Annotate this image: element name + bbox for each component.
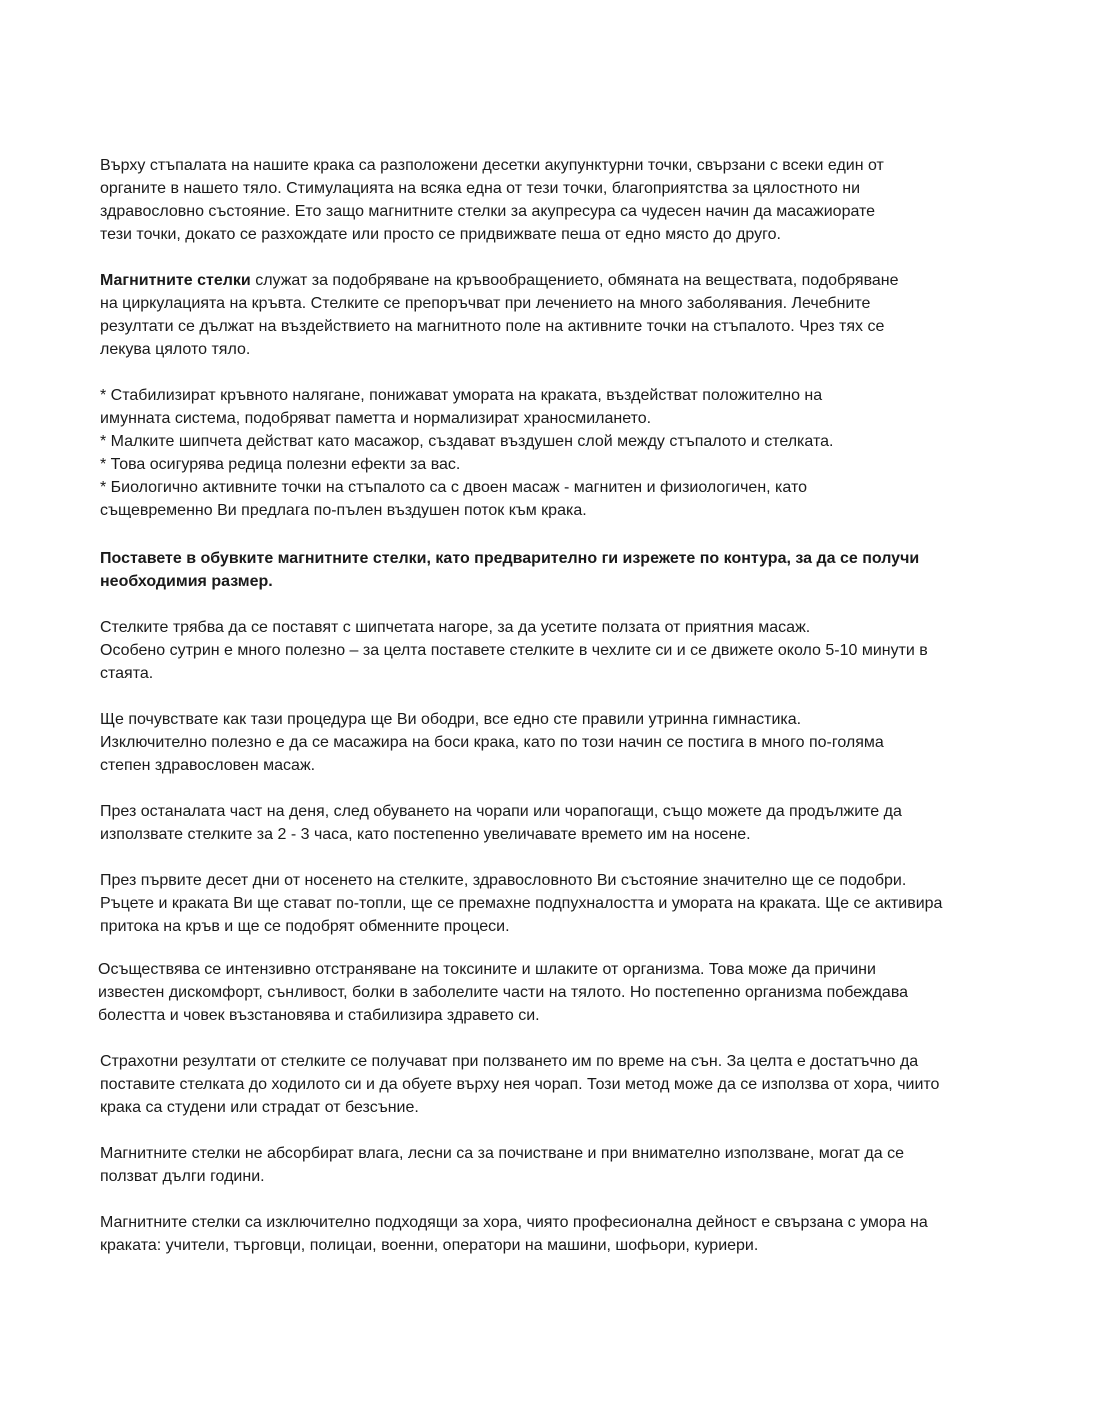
text-line: През първите десет дни от носенето на стелките, здравословното Ви състояние значително ще се подобри.	[100, 872, 907, 889]
paragraph-day-use	[100, 800, 1020, 846]
text-line: поставите стелката до ходилото си и да обуете върху нея чорап. Този метод може да се използва от хора, чиито	[100, 1076, 940, 1093]
text-line: здравословно състояние. Ето защо магнитните стелки за акупресура са чудесен начин да масажиорате	[100, 203, 876, 220]
paragraph-detox	[98, 958, 1018, 1027]
text-line: използвате стелките за 2 - 3 часа, като постепенно увеличавате времето им на носене.	[100, 826, 751, 843]
paragraph-sleep	[100, 1050, 1020, 1119]
text-line: Осъществява се интензивно отстраняване на токсините и шлаките от организма. Това може да причини	[98, 961, 876, 978]
text-line: болестта и човек възстановява и стабилизира здравето си.	[98, 1007, 540, 1024]
list-item: * Малките шипчета действат като масажор, създават въздушен слой между стъпалото и стелката.	[100, 433, 834, 450]
text-line: Магнитните стелки са изключително подходящи за хора, чиято професионална дейност е свързана с умора на	[100, 1214, 928, 1231]
bold-term: Магнитните стелки	[100, 272, 251, 289]
text-line: Магнитните стелки не абсорбират влага, лесни са за почистване и при внимателно използване, могат да се	[100, 1145, 904, 1162]
paragraph-professions	[100, 1211, 1020, 1257]
text-line: притока на кръв и ще се подобрят обменните процеси.	[100, 918, 510, 935]
instruction-heading	[100, 547, 1020, 593]
text-line: Ръцете и краката Ви ще стават по-топли, ще се премахне подпухналостта и умората на краката. Ще се активира	[100, 895, 943, 912]
text-line: крака са студени или страдат от безсъние.	[100, 1099, 419, 1116]
text-line: известен дискомфорт, сънливост, болки в заболелите части на тялото. Но постепенно организма побеждава	[98, 984, 909, 1001]
text-line	[100, 269, 1020, 292]
list-item: * Това осигурява редица полезни ефекти за вас.	[100, 456, 461, 473]
text-line: лекува цялото тяло.	[100, 341, 251, 358]
paragraph-placement	[100, 616, 1020, 685]
list-item: * Биологично активните точки на стъпалото са с двоен масаж - магнитен и физиологичен, като	[100, 479, 807, 496]
text-line: органите в нашето тяло. Стимулацията на всяка една от тези точки, благоприятства за цялостното ни	[100, 180, 861, 197]
text-line: Стелките трябва да се поставят с шипчетата нагоре, за да усетите ползата от приятния масаж.	[100, 619, 811, 636]
text-fragment: служат за подобряване на кръвообращението, обмяната на веществата, подобряване	[250, 272, 899, 289]
text-line: тези точки, докато се разхождате или просто се придвижвате пеша от едно място до друго.	[100, 226, 781, 243]
text-line: краката: учители, търговци, полицаи, военни, оператори на машини, шофьори, куриери.	[100, 1237, 759, 1254]
text-line: Изключително полезно е да се масажира на боси крака, като по този начин се постига в много по-голяма	[100, 734, 884, 751]
paragraph-magnetic-insoles	[100, 269, 1020, 361]
text-line: Върху стъпалата на нашите крака са разположени десетки акупунктурни точки, свързани с всеки един от	[100, 157, 884, 174]
text-line: Особено сутрин е много полезно – за целта поставете стелките в чехлите си и се движете около 5-10 минути в	[100, 642, 928, 659]
text-line: степен здравословен масаж.	[100, 757, 316, 774]
list-item: имунната система, подобряват паметта и нормализират храносмилането.	[100, 410, 652, 427]
text-line: резултати се дължат на въздействието на магнитното поле на активните точки на стъпалото. Чрез тях се	[100, 318, 885, 335]
benefits-list	[100, 384, 1020, 518]
text-line: стаята.	[100, 665, 154, 682]
paragraph-care	[100, 1142, 1020, 1188]
text-line: През останалата част на деня, след обуването на чорапи или чорапогащи, също можете да продължите да	[100, 803, 902, 820]
text-line: Поставете в обувките магнитните стелки, като предварително ги изрежете по контура, за да се получи	[100, 550, 920, 567]
text-line: необходимия размер.	[100, 573, 273, 590]
paragraph-intro	[100, 154, 1020, 246]
list-item: * Стабилизират кръвното налягане, понижават умората на краката, въздействат положително на	[100, 387, 823, 404]
paragraph-morning	[100, 708, 1020, 777]
paragraph-first-days	[100, 869, 1020, 938]
text-line: Страхотни резултати от стелките се получават при ползването им по време на сън. За целта е достатъчно да	[100, 1053, 919, 1070]
text-line: на циркулацията на кръвта. Стелките се препоръчват при лечението на много заболявания. Лечебните	[100, 295, 871, 312]
text-line: Ще почувствате как тази процедура ще Ви ободри, все едно сте правили утринна гимнастика.	[100, 711, 802, 728]
list-item: същевременно Ви предлага по-пълен въздушен поток към крака.	[100, 502, 587, 518]
text-line: ползват дълги години.	[100, 1168, 265, 1185]
